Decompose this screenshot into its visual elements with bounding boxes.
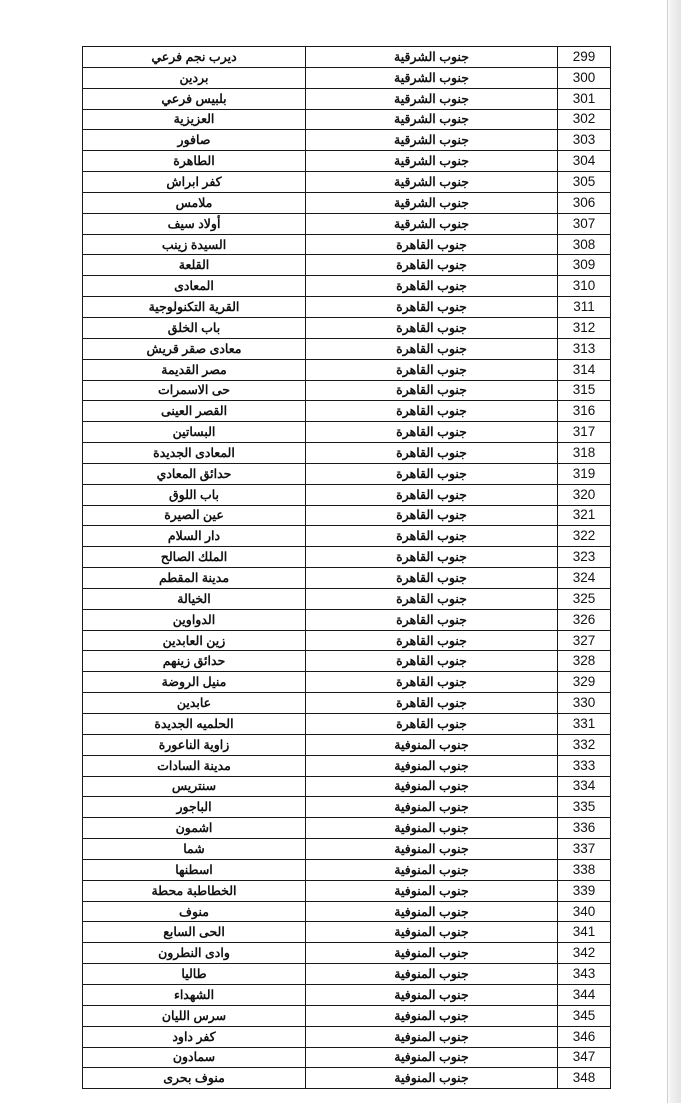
table-row xyxy=(83,255,611,276)
number-cell: 337 xyxy=(558,839,611,860)
number-cell: 343 xyxy=(558,964,611,985)
number-cell: 326 xyxy=(558,609,611,630)
number-cell: 322 xyxy=(558,526,611,547)
name-cell: الخيالة xyxy=(83,588,306,609)
table-row xyxy=(83,422,611,443)
table-row xyxy=(83,880,611,901)
name-cell: مدينة المقطم xyxy=(83,568,306,589)
name-cell: سنتريس xyxy=(83,776,306,797)
table-row xyxy=(83,380,611,401)
table-row xyxy=(83,901,611,922)
region-cell: جنوب الشرقية xyxy=(306,88,558,109)
table-row xyxy=(83,839,611,860)
region-cell: جنوب القاهرة xyxy=(306,630,558,651)
number-cell: 306 xyxy=(558,192,611,213)
name-cell: زين العابدين xyxy=(83,630,306,651)
region-cell: جنوب المنوفية xyxy=(306,859,558,880)
table-row xyxy=(83,109,611,130)
number-cell: 304 xyxy=(558,151,611,172)
number-cell: 307 xyxy=(558,213,611,234)
region-cell: جنوب القاهرة xyxy=(306,714,558,735)
name-cell: عابدين xyxy=(83,693,306,714)
name-cell: اشمون xyxy=(83,818,306,839)
table-row xyxy=(83,484,611,505)
table-row xyxy=(83,47,611,68)
region-cell: جنوب المنوفية xyxy=(306,734,558,755)
name-cell: طاليا xyxy=(83,964,306,985)
region-cell: جنوب المنوفية xyxy=(306,1026,558,1047)
table-row xyxy=(83,609,611,630)
name-cell: سرس الليان xyxy=(83,1005,306,1026)
region-cell: جنوب الشرقية xyxy=(306,213,558,234)
region-cell: جنوب القاهرة xyxy=(306,380,558,401)
number-cell: 312 xyxy=(558,317,611,338)
table-row xyxy=(83,359,611,380)
region-cell: جنوب المنوفية xyxy=(306,797,558,818)
region-cell: جنوب المنوفية xyxy=(306,818,558,839)
table-row xyxy=(83,964,611,985)
region-cell: جنوب المنوفية xyxy=(306,1047,558,1068)
table-body xyxy=(83,47,611,1089)
name-cell: شما xyxy=(83,839,306,860)
number-cell: 320 xyxy=(558,484,611,505)
table-row xyxy=(83,172,611,193)
region-cell: جنوب القاهرة xyxy=(306,276,558,297)
table-row xyxy=(83,734,611,755)
region-cell: جنوب القاهرة xyxy=(306,526,558,547)
name-cell: باب اللوق xyxy=(83,484,306,505)
region-cell: جنوب الشرقية xyxy=(306,109,558,130)
number-cell: 313 xyxy=(558,338,611,359)
number-cell: 310 xyxy=(558,276,611,297)
region-cell: جنوب القاهرة xyxy=(306,255,558,276)
number-cell: 332 xyxy=(558,734,611,755)
region-cell: جنوب القاهرة xyxy=(306,505,558,526)
region-cell: جنوب القاهرة xyxy=(306,338,558,359)
region-cell: جنوب المنوفية xyxy=(306,922,558,943)
name-cell: المعادى الجديدة xyxy=(83,443,306,464)
table-row xyxy=(83,672,611,693)
table-row xyxy=(83,234,611,255)
number-cell: 302 xyxy=(558,109,611,130)
number-cell: 305 xyxy=(558,172,611,193)
region-cell: جنوب المنوفية xyxy=(306,880,558,901)
number-cell: 331 xyxy=(558,714,611,735)
number-cell: 338 xyxy=(558,859,611,880)
region-cell: جنوب الشرقية xyxy=(306,47,558,68)
region-cell: جنوب القاهرة xyxy=(306,609,558,630)
name-cell: الطاهرة xyxy=(83,151,306,172)
number-cell: 324 xyxy=(558,568,611,589)
number-cell: 319 xyxy=(558,463,611,484)
region-cell: جنوب المنوفية xyxy=(306,1068,558,1089)
number-cell: 325 xyxy=(558,588,611,609)
number-cell: 311 xyxy=(558,297,611,318)
number-cell: 347 xyxy=(558,1047,611,1068)
name-cell: باب الخلق xyxy=(83,317,306,338)
number-cell: 340 xyxy=(558,901,611,922)
name-cell: منوف بحرى xyxy=(83,1068,306,1089)
name-cell: الخطاطبة محطة xyxy=(83,880,306,901)
number-cell: 339 xyxy=(558,880,611,901)
number-cell: 316 xyxy=(558,401,611,422)
table-row xyxy=(83,547,611,568)
table-row xyxy=(83,1068,611,1089)
region-cell: جنوب القاهرة xyxy=(306,547,558,568)
region-cell: جنوب الشرقية xyxy=(306,130,558,151)
table-row xyxy=(83,401,611,422)
name-cell: دار السلام xyxy=(83,526,306,547)
name-cell: الملك الصالح xyxy=(83,547,306,568)
table-row xyxy=(83,1005,611,1026)
number-cell: 328 xyxy=(558,651,611,672)
table-row xyxy=(83,130,611,151)
number-cell: 300 xyxy=(558,67,611,88)
name-cell: الشهداء xyxy=(83,984,306,1005)
table-row xyxy=(83,922,611,943)
region-cell: جنوب الشرقية xyxy=(306,172,558,193)
table-row xyxy=(83,651,611,672)
name-cell: كفر داود xyxy=(83,1026,306,1047)
number-cell: 323 xyxy=(558,547,611,568)
table-row xyxy=(83,797,611,818)
number-cell: 334 xyxy=(558,776,611,797)
name-cell: الحلميه الجديدة xyxy=(83,714,306,735)
region-cell: جنوب القاهرة xyxy=(306,463,558,484)
region-cell: جنوب القاهرة xyxy=(306,317,558,338)
number-cell: 309 xyxy=(558,255,611,276)
table-row xyxy=(83,693,611,714)
name-cell: الدواوين xyxy=(83,609,306,630)
table-row xyxy=(83,859,611,880)
region-cell: جنوب القاهرة xyxy=(306,568,558,589)
number-cell: 314 xyxy=(558,359,611,380)
table-row xyxy=(83,463,611,484)
table-row xyxy=(83,338,611,359)
name-cell: ملامس xyxy=(83,192,306,213)
number-cell: 346 xyxy=(558,1026,611,1047)
region-cell: جنوب القاهرة xyxy=(306,672,558,693)
name-cell: بلبيس فرعي xyxy=(83,88,306,109)
region-cell: جنوب القاهرة xyxy=(306,443,558,464)
number-cell: 348 xyxy=(558,1068,611,1089)
name-cell: القلعة xyxy=(83,255,306,276)
region-cell: جنوب المنوفية xyxy=(306,776,558,797)
number-cell: 333 xyxy=(558,755,611,776)
table-row xyxy=(83,151,611,172)
name-cell: أولاد سيف xyxy=(83,213,306,234)
name-cell: عين الصيرة xyxy=(83,505,306,526)
name-cell: معادى صقر قريش xyxy=(83,338,306,359)
region-cell: جنوب القاهرة xyxy=(306,693,558,714)
table-row xyxy=(83,526,611,547)
number-cell: 327 xyxy=(558,630,611,651)
number-cell: 341 xyxy=(558,922,611,943)
name-cell: القرية التكنولوجية xyxy=(83,297,306,318)
table-row xyxy=(83,213,611,234)
number-cell: 317 xyxy=(558,422,611,443)
name-cell: الباجور xyxy=(83,797,306,818)
name-cell: اسطنها xyxy=(83,859,306,880)
number-cell: 303 xyxy=(558,130,611,151)
region-cell: جنوب المنوفية xyxy=(306,901,558,922)
number-cell: 321 xyxy=(558,505,611,526)
table-row xyxy=(83,317,611,338)
number-cell: 330 xyxy=(558,693,611,714)
table-row xyxy=(83,818,611,839)
table-row xyxy=(83,88,611,109)
table-row xyxy=(83,276,611,297)
region-cell: جنوب القاهرة xyxy=(306,234,558,255)
name-cell: الحى السابع xyxy=(83,922,306,943)
number-cell: 308 xyxy=(558,234,611,255)
number-cell: 315 xyxy=(558,380,611,401)
table-row xyxy=(83,1026,611,1047)
branches-table xyxy=(82,46,611,1089)
region-cell: جنوب الشرقية xyxy=(306,151,558,172)
table-row xyxy=(83,568,611,589)
number-cell: 301 xyxy=(558,88,611,109)
name-cell: وادى النطرون xyxy=(83,943,306,964)
name-cell: القصر العينى xyxy=(83,401,306,422)
name-cell: زاوية الناعورة xyxy=(83,734,306,755)
name-cell: بردين xyxy=(83,67,306,88)
number-cell: 336 xyxy=(558,818,611,839)
name-cell: منوف xyxy=(83,901,306,922)
number-cell: 342 xyxy=(558,943,611,964)
table-row xyxy=(83,297,611,318)
region-cell: جنوب المنوفية xyxy=(306,964,558,985)
region-cell: جنوب المنوفية xyxy=(306,839,558,860)
name-cell: سمادون xyxy=(83,1047,306,1068)
table-row xyxy=(83,1047,611,1068)
number-cell: 299 xyxy=(558,47,611,68)
region-cell: جنوب الشرقية xyxy=(306,67,558,88)
name-cell: حى الاسمرات xyxy=(83,380,306,401)
region-cell: جنوب القاهرة xyxy=(306,484,558,505)
name-cell: كفر ابراش xyxy=(83,172,306,193)
table-row xyxy=(83,67,611,88)
table-row xyxy=(83,984,611,1005)
region-cell: جنوب القاهرة xyxy=(306,651,558,672)
name-cell: العزيزية xyxy=(83,109,306,130)
name-cell: صافور xyxy=(83,130,306,151)
table-row xyxy=(83,505,611,526)
region-cell: جنوب القاهرة xyxy=(306,401,558,422)
number-cell: 329 xyxy=(558,672,611,693)
name-cell: ديرب نجم فرعي xyxy=(83,47,306,68)
table-row xyxy=(83,588,611,609)
name-cell: مصر القديمة xyxy=(83,359,306,380)
name-cell: مدينة السادات xyxy=(83,755,306,776)
table-row xyxy=(83,192,611,213)
number-cell: 344 xyxy=(558,984,611,1005)
region-cell: جنوب المنوفية xyxy=(306,943,558,964)
table-row xyxy=(83,776,611,797)
region-cell: جنوب القاهرة xyxy=(306,422,558,443)
table-row xyxy=(83,630,611,651)
name-cell: السيدة زينب xyxy=(83,234,306,255)
name-cell: منيل الروضة xyxy=(83,672,306,693)
region-cell: جنوب الشرقية xyxy=(306,192,558,213)
table-row xyxy=(83,443,611,464)
region-cell: جنوب القاهرة xyxy=(306,297,558,318)
table-row xyxy=(83,943,611,964)
page-edge xyxy=(667,0,681,1103)
number-cell: 318 xyxy=(558,443,611,464)
region-cell: جنوب المنوفية xyxy=(306,755,558,776)
region-cell: جنوب المنوفية xyxy=(306,984,558,1005)
name-cell: حدائق زينهم xyxy=(83,651,306,672)
page-edge-line xyxy=(667,0,668,1103)
number-cell: 335 xyxy=(558,797,611,818)
region-cell: جنوب القاهرة xyxy=(306,588,558,609)
table-row xyxy=(83,714,611,735)
region-cell: جنوب المنوفية xyxy=(306,1005,558,1026)
region-cell: جنوب القاهرة xyxy=(306,359,558,380)
table-row xyxy=(83,755,611,776)
name-cell: البساتين xyxy=(83,422,306,443)
name-cell: المعادى xyxy=(83,276,306,297)
number-cell: 345 xyxy=(558,1005,611,1026)
name-cell: حدائق المعادي xyxy=(83,463,306,484)
